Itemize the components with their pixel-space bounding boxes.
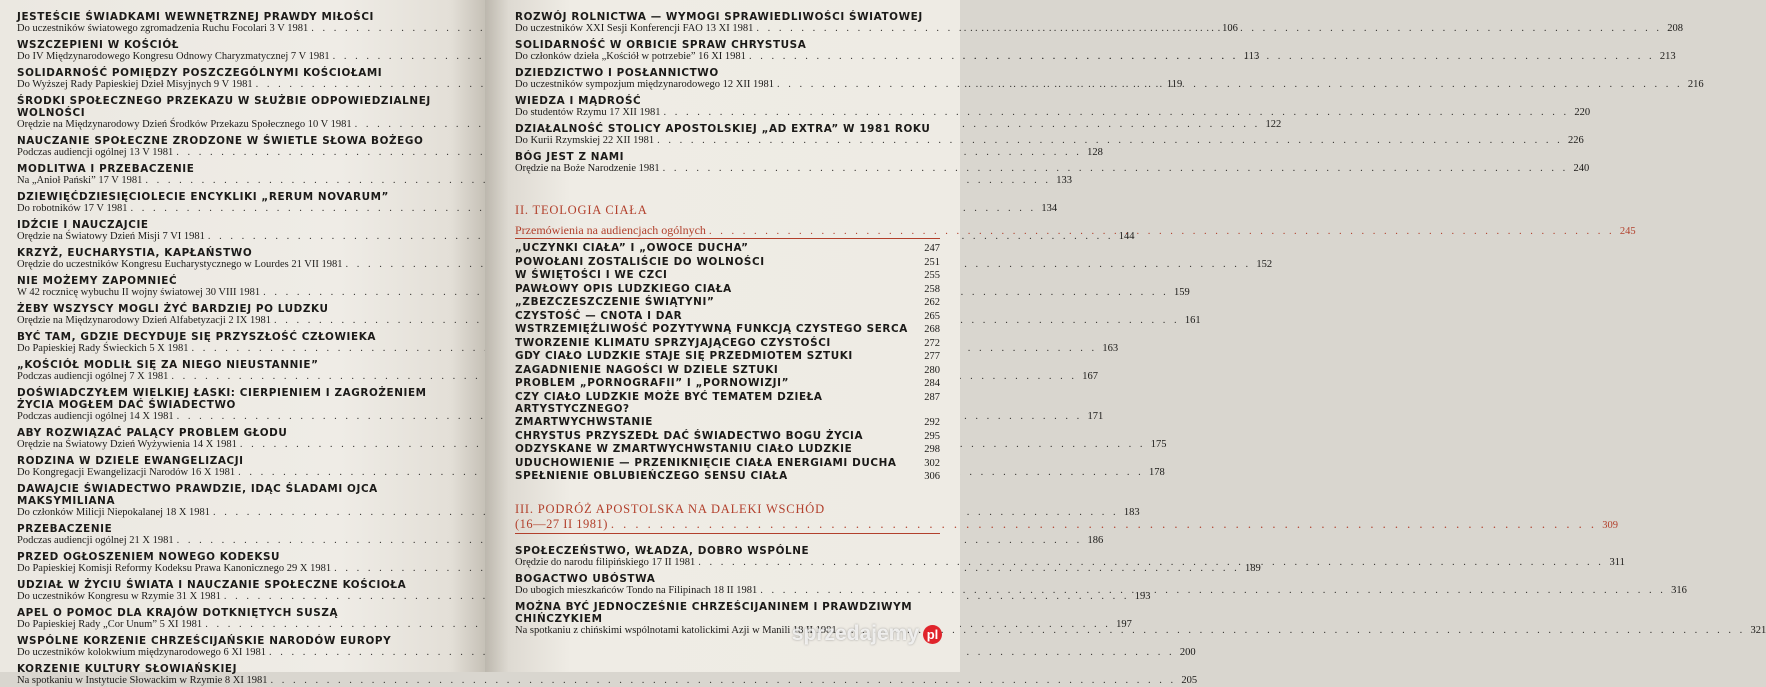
toc-entry-row bbox=[515, 364, 940, 376]
toc-entry-row bbox=[515, 310, 940, 322]
toc-entry bbox=[515, 95, 1591, 119]
page-number: 205 bbox=[1181, 675, 1198, 686]
toc-entry-title: ŚRODKI SPOŁECZNEGO PRZEKAZU W SŁUŻBIE ODPOWIEDZIALNEJ WOLNOŚCI bbox=[17, 95, 431, 119]
page-number: 171 bbox=[1087, 411, 1104, 422]
page-number: 220 bbox=[1574, 107, 1591, 118]
toc-entry-subtitle-text: Do uczestników Kongresu w Rzymie 31 X 1981 bbox=[17, 591, 221, 602]
toc-entry-subtitle-text: Podczas audiencji ogólnej 14 X 1981 bbox=[17, 411, 174, 422]
toc-entry-subtitle bbox=[17, 647, 1196, 659]
toc-entry-title: CZYSTOŚĆ — CNOTA I DAR bbox=[515, 309, 683, 322]
toc-entry-title: BÓG JEST Z NAMI bbox=[515, 151, 625, 163]
toc-entry-subtitle-text: Do członków Milicji Niepokalanej 18 X 1981 bbox=[17, 507, 211, 518]
section-dates-text: (16—27 II 1981) bbox=[515, 516, 608, 531]
toc-entry-row bbox=[515, 323, 940, 335]
page-number: 197 bbox=[1116, 619, 1132, 630]
toc-entry-title: ZMARTWYCHWSTANIE bbox=[515, 416, 653, 428]
toc-entry-subtitle-text: Do studentów Rzymu 17 XII 1981 bbox=[515, 107, 661, 118]
page-number: 306 bbox=[924, 471, 940, 482]
toc-entry-subtitle bbox=[17, 675, 1198, 687]
section-heading-podroz bbox=[515, 502, 940, 517]
page-number: 255 bbox=[924, 270, 940, 281]
toc-entry-subtitle-text: Do ubogich mieszkańców Tondo na Filipinach 18 II 1981 bbox=[515, 584, 758, 596]
toc-entry-title: ROZWÓJ ROLNICTWA — WYMOGI SPRAWIEDLIWOŚCI ŚWIATOWEJ bbox=[515, 11, 923, 23]
toc-entry bbox=[515, 350, 940, 362]
page-number: 292 bbox=[924, 417, 940, 428]
leader-dots bbox=[657, 135, 1563, 147]
toc-entry-title: PRZEBACZENIE bbox=[17, 523, 113, 535]
page-number: 240 bbox=[1573, 163, 1590, 174]
section-dates bbox=[515, 516, 1619, 533]
leader-dots bbox=[271, 675, 1177, 687]
leader-dots bbox=[663, 163, 1569, 175]
toc-entry-title: APEL O POMOC DLA KRAJÓW DOTKNIĘTYCH SUSZĄ bbox=[17, 607, 339, 619]
page-number: 251 bbox=[924, 256, 940, 268]
toc-entry-subtitle-text: Do IV Międzynarodowego Kongresu Odnowy Charyzmatycznej 7 V 1981 bbox=[17, 51, 330, 62]
toc-entry-subtitle bbox=[17, 175, 1072, 187]
toc-entry-subtitle-text: Do uczestników światowego zgromadzenia Ruchu Focolari 3 V 1981 bbox=[17, 23, 309, 34]
page-number: 134 bbox=[1041, 203, 1058, 214]
toc-entry-subtitle-text: Do członków dzieła „Kościół w potrzebie” 16 XI 1981 bbox=[515, 51, 746, 62]
toc-entry-row bbox=[515, 416, 940, 428]
toc-entry-title: ODZYSKANE W ZMARTWYCHWSTANIU CIAŁO LUDZKIE bbox=[515, 443, 853, 455]
toc-entry-subtitle-text: Podczas audiencji ogólnej 21 X 1981 bbox=[17, 535, 174, 546]
toc-entry-row bbox=[515, 430, 940, 442]
page-number: 216 bbox=[1687, 79, 1704, 90]
page-number: 287 bbox=[924, 391, 940, 403]
toc-entry bbox=[17, 635, 1196, 659]
page-number: 113 bbox=[1243, 51, 1260, 62]
toc-entry-title: „ZBEZCZESZCZENIE ŚWIĄTYNI” bbox=[515, 296, 715, 308]
toc-entry-row bbox=[515, 283, 940, 295]
page-number: 262 bbox=[924, 297, 940, 308]
toc-entry-subtitle-text: Orędzie do uczestników Kongresu Eucharystycznego w Lourdes 21 VII 1981 bbox=[17, 259, 343, 270]
toc-entry-title: WSPÓLNE KORZENIE CHRZEŚCIJAŃSKIE NARODÓW EUROPY bbox=[17, 635, 392, 647]
toc-entry bbox=[515, 283, 940, 295]
toc-entry-row bbox=[515, 470, 940, 482]
page-number: 272 bbox=[924, 337, 940, 349]
leader-dots bbox=[756, 23, 1662, 35]
page-number: 311 bbox=[1609, 556, 1625, 568]
toc-entry bbox=[515, 457, 940, 469]
toc-entry-subtitle-text: Do uczestników kolokwium międzynarodowego 6 XI 1981 bbox=[17, 647, 267, 658]
page-number: 316 bbox=[1671, 584, 1687, 596]
leader-dots bbox=[664, 107, 1570, 119]
toc-entry-title: SOLIDARNOŚĆ W ORBICIE SPRAW CHRYSTUSA bbox=[515, 39, 807, 51]
watermark-logo-icon: pl bbox=[923, 625, 942, 644]
toc-entry-title: KRZYŻ, EUCHARYSTIA, KAPŁAŃSTWO bbox=[17, 247, 253, 259]
page-number: 167 bbox=[1082, 371, 1098, 382]
toc-entry-title: CHRYSTUS PRZYSZEDŁ DAĆ ŚWIADECTWO BOGU ŻYCIA bbox=[515, 429, 864, 442]
toc-entry-row bbox=[515, 256, 940, 268]
toc-entry bbox=[515, 123, 1584, 147]
toc-entry-subtitle-text: Orędzie na Boże Narodzenie 1981 bbox=[515, 163, 660, 174]
toc-entry-title: IDŹCIE I NAUCZAJCIE bbox=[17, 219, 149, 231]
page-number: 189 bbox=[1244, 563, 1261, 574]
toc-entry-title: SPEŁNIENIE OBLUBIEŃCZEGO SENSU CIAŁA bbox=[515, 470, 788, 482]
leader-dots bbox=[698, 557, 1604, 569]
section-rule bbox=[515, 238, 940, 239]
page-number: 295 bbox=[924, 430, 940, 442]
page-number: 247 bbox=[924, 243, 940, 254]
page-number: 106 bbox=[1222, 23, 1238, 34]
toc-entry-subtitle-text: Do Papieskiej Rady Świeckich 5 X 1981 bbox=[17, 343, 189, 354]
toc-entry-title: „UCZYNKI CIAŁA” I „OWOCE DUCHA” bbox=[515, 242, 749, 254]
toc-entry bbox=[515, 269, 940, 281]
leader-dots bbox=[840, 625, 1746, 637]
toc-entry-title: DAWAJCIE ŚWIADECTWO PRAWDZIE, IDĄC ŚLADAMI OJCA MAKSYMILIANA bbox=[17, 483, 378, 507]
toc-entry-subtitle-text: Do Wyższej Rady Papieskiej Dzieł Misyjnych 9 V 1981 bbox=[17, 79, 253, 90]
toc-entry-title: RODZINA W DZIELE EWANGELIZACJI bbox=[17, 455, 244, 467]
toc-entry-title: PROBLEM „PORNOGRAFII” I „PORNOWIZJI” bbox=[515, 377, 790, 389]
toc-entry-title: BYĆ TAM, GDZIE DECYDUJE SIĘ PRZYSZŁOŚĆ CZŁOWIEKA bbox=[17, 331, 376, 343]
toc-entry-subtitle-text: Do uczestników sympozjum międzynarodowego 12 XII 1981 bbox=[515, 79, 774, 90]
toc-entry-subtitle-text: Na spotkaniu z chińskimi wspólnotami katolickimi Azji w Manili 18 II 1981 bbox=[515, 624, 837, 636]
page-number: 183 bbox=[1123, 507, 1140, 518]
page-number: 309 bbox=[1602, 519, 1619, 531]
toc-entry-title: SOLIDARNOŚĆ POMIĘDZY POSZCZEGÓLNYMI KOŚCIOŁAMI bbox=[17, 67, 383, 79]
toc-entry bbox=[515, 242, 940, 254]
section-rule bbox=[515, 533, 940, 534]
toc-entry-subtitle-text: Do Papieskiej Rady „Cor Unum” 5 XI 1981 bbox=[17, 619, 203, 630]
watermark-text: sprzedajemy bbox=[791, 622, 919, 645]
toc-entry bbox=[17, 663, 1198, 687]
page-number: 186 bbox=[1087, 535, 1104, 546]
toc-entry-subtitle-text: Orędzie na Światowy Dzień Misji 7 VI 1981 bbox=[17, 231, 205, 242]
toc-entry-title: DZIEDZICTWO I POSŁANNICTWO bbox=[515, 67, 719, 79]
leader-dots bbox=[760, 585, 1666, 597]
page-number: 302 bbox=[924, 457, 940, 469]
toc-entry-title: TWORZENIE KLIMATU SPRZYJAJĄCEGO CZYSTOŚCI bbox=[515, 336, 831, 349]
page-number: 213 bbox=[1659, 51, 1676, 62]
toc-entry-title: ŻEBY WSZYSCY MOGLI ŻYĆ BARDZIEJ PO LUDZKU bbox=[17, 303, 329, 315]
toc-entry-title: UDUCHOWIENIE — PRZENIKNIĘCIE CIAŁA ENERGIAMI DUCHA bbox=[515, 456, 897, 469]
toc-entry-subtitle-text: Orędzie na Międzynarodowy Dzień Środków Przekazu Społecznego 10 V 1981 bbox=[17, 119, 352, 130]
toc-entry-row bbox=[515, 391, 940, 415]
section2-list bbox=[515, 242, 940, 482]
watermark bbox=[792, 622, 942, 646]
page-number: 175 bbox=[1150, 439, 1167, 450]
toc-entry-title: PAWŁOWY OPIS LUDZKIEGO CIAŁA bbox=[515, 282, 732, 295]
section-heading-teologia: II. TEOLOGIA CIAŁA bbox=[515, 203, 648, 217]
toc-entry-subtitle-text: Do robotników 17 V 1981 bbox=[17, 203, 128, 214]
page-number: 321 bbox=[1750, 624, 1766, 636]
toc-entry-title: DZIEWIĘĆDZIESIĘCIOLECIE ENCYKLIKI „RERUM NOVARUM” bbox=[17, 191, 389, 203]
toc-entry-subtitle-text: Do Kurii Rzymskiej 22 XII 1981 bbox=[515, 135, 655, 146]
toc-entry-title: ABY ROZWIĄZAĆ PALĄCY PROBLEM GŁODU bbox=[17, 427, 288, 439]
page-number: 119 bbox=[1166, 79, 1183, 90]
page-number: 265 bbox=[924, 310, 940, 322]
toc-entry-title: MODLITWA I PRZEBACZENIE bbox=[17, 163, 195, 175]
toc-entry bbox=[515, 443, 940, 455]
toc-entry-subtitle-text: Na spotkaniu w Instytucie Słowackim w Rzymie 8 XI 1981 bbox=[17, 675, 268, 686]
toc-entry-row bbox=[515, 269, 940, 281]
toc-entry-title: W ŚWIĘTOŚCI I WE CZCI bbox=[515, 269, 668, 281]
toc-entry bbox=[515, 364, 940, 376]
toc-entry bbox=[515, 296, 940, 308]
toc-entry bbox=[515, 430, 940, 442]
page-number: 193 bbox=[1134, 591, 1151, 602]
toc-entry-title: GDY CIAŁO LUDZKIE STAJE SIĘ PRZEDMIOTEM SZTUKI bbox=[515, 350, 853, 362]
toc-entry bbox=[515, 416, 940, 428]
toc-entry-subtitle-text: Podczas audiencji ogólnej 13 V 1981 bbox=[17, 147, 174, 158]
page-number: 144 bbox=[1118, 231, 1135, 242]
toc-entry-title: CZY CIAŁO LUDZKIE MOŻE BYĆ TEMATEM DZIEŁA ARTYSTYCZNEGO? bbox=[515, 390, 823, 415]
toc-entry bbox=[515, 310, 940, 322]
toc-entry-title: ZAGADNIENIE NAGOŚCI W DZIELE SZTUKI bbox=[515, 363, 779, 376]
leader-dots bbox=[749, 51, 1655, 63]
toc-entry bbox=[515, 256, 940, 268]
page-number: 277 bbox=[924, 351, 940, 362]
page-number: 178 bbox=[1148, 467, 1165, 478]
toc-entry-subtitle bbox=[17, 563, 1261, 575]
toc-entry-subtitle bbox=[17, 591, 1151, 603]
section-heading-text: III. PODRÓŻ APOSTOLSKA NA DALEKI WSCHÓD bbox=[515, 501, 825, 516]
toc-entry-row bbox=[515, 377, 940, 389]
toc-entry-subtitle-text: Na „Anioł Pański” 17 V 1981 bbox=[17, 175, 143, 186]
toc-entry-row bbox=[515, 242, 940, 254]
toc-entry-row bbox=[515, 337, 940, 349]
toc-entry-row bbox=[515, 457, 940, 469]
toc-entry-title: POWOŁANI ZOSTALIŚCIE DO WOLNOŚCI bbox=[515, 255, 765, 268]
page-number: 161 bbox=[1184, 315, 1201, 326]
toc-entry-title: NIE MOŻEMY ZAPOMNIEĆ bbox=[17, 275, 178, 287]
toc-entry-title: WIEDZA I MĄDROŚĆ bbox=[515, 95, 642, 107]
page-number: 200 bbox=[1179, 647, 1196, 658]
toc-entry-title: UDZIAŁ W ŻYCIU ŚWIATA I NAUCZANIE SPOŁECZNE KOŚCIOŁA bbox=[17, 579, 407, 591]
section-sub-text: Przemówienia na audiencjach ogólnych bbox=[515, 223, 706, 237]
page-number: 152 bbox=[1256, 259, 1273, 270]
toc-entry-subtitle-text: Do Papieskiej Komisji Reformy Kodeksu Prawa Kanonicznego 29 X 1981 bbox=[17, 563, 332, 574]
page-number: 122 bbox=[1265, 119, 1282, 130]
toc-entry-subtitle-text: Orędzie na Światowy Dzień Wyżywienia 14 X 1981 bbox=[17, 439, 237, 450]
toc-entry-subtitle-text: W 42 rocznicę wybuchu II wojny światowej 30 VIII 1981 bbox=[17, 287, 261, 298]
toc-entry bbox=[515, 391, 940, 415]
page-number: 133 bbox=[1056, 175, 1072, 186]
toc-entry-title: „KOŚCIÓŁ MODLIŁ SIĘ ZA NIEGO NIEUSTANNIE” bbox=[17, 359, 319, 371]
toc-entry-subtitle-text: Do uczestników XXI Sesji Konferencji FAO 13 XI 1981 bbox=[515, 23, 754, 34]
toc-entry-title: WSZCZEPIENI W KOŚCIÓŁ bbox=[17, 39, 180, 51]
toc-entry-title: DZIAŁALNOŚĆ STOLICY APOSTOLSKIEJ „AD EXTRA” W 1981 ROKU bbox=[515, 123, 931, 135]
toc-entry-subtitle-text: Orędzie na Międzynarodowy Dzień Alfabetyzacji 2 IX 1981 bbox=[17, 315, 271, 326]
toc-entry-title: SPOŁECZEŃSTWO, WŁADZA, DOBRO WSPÓLNE bbox=[515, 544, 810, 557]
page-number: 284 bbox=[924, 378, 940, 389]
toc-entry-subtitle-text: Podczas audiencji ogólnej 7 X 1981 bbox=[17, 371, 169, 382]
toc-entry-subtitle-text: Orędzie do narodu filipińskiego 17 II 1981 bbox=[515, 556, 696, 568]
toc-entry-title: NAUCZANIE SPOŁECZNE ZRODZONE W ŚWIETLE SŁOWA BOŻEGO bbox=[17, 135, 424, 147]
page-number: 208 bbox=[1667, 23, 1683, 34]
page-number: 258 bbox=[924, 283, 940, 295]
page-number: 268 bbox=[924, 324, 940, 335]
toc-entry bbox=[515, 377, 940, 389]
toc-entry bbox=[515, 323, 940, 335]
toc-entry-subtitle bbox=[515, 107, 1591, 119]
toc-entry-subtitle-text: Do Kongregacji Ewangelizacji Narodów 16 X 1981 bbox=[17, 467, 236, 478]
page-number: 298 bbox=[924, 444, 940, 455]
toc-entry-row bbox=[515, 350, 940, 362]
page-number: 245 bbox=[1619, 226, 1636, 237]
page-number: 128 bbox=[1087, 147, 1103, 158]
leader-dots bbox=[777, 79, 1683, 91]
toc-entry-subtitle bbox=[17, 231, 1135, 243]
toc-entry bbox=[515, 337, 940, 349]
toc-entry-title: JESTEŚCIE ŚWIADKAMI WEWNĘTRZNEJ PRAWDY MIŁOŚCI bbox=[17, 11, 375, 23]
toc-entry-subtitle bbox=[515, 163, 1590, 175]
toc-entry-title: WSTRZEMIĘŹLIWOŚĆ POZYTYWNĄ FUNKCJĄ CZYSTEGO SERCA bbox=[515, 323, 908, 335]
page-number: 163 bbox=[1102, 343, 1119, 354]
toc-entry-title: MOŻNA BYĆ JEDNOCZEŚNIE CHRZEŚCIJANINEM I PRAWDZIWYM CHIŃCZYKIEM bbox=[515, 600, 913, 625]
page-number: 159 bbox=[1173, 287, 1190, 298]
toc-entry-title: BOGACTWO UBÓSTWA bbox=[515, 572, 656, 585]
toc-entry-title: PRZED OGŁOSZENIEM NOWEGO KODEKSU bbox=[17, 551, 281, 563]
toc-entry-subtitle bbox=[17, 535, 1104, 547]
page-number: 226 bbox=[1568, 135, 1584, 146]
toc-entry-subtitle bbox=[515, 135, 1584, 147]
toc-entry-row bbox=[515, 443, 940, 455]
toc-entry-title: DOŚWIADCZYŁEM WIELKIEJ ŁASKI: CIERPIENIEM I ZAGROŻENIEM ŻYCIA MOGŁEM DAĆ ŚWIADECTWO bbox=[17, 387, 427, 411]
toc-entry-row bbox=[515, 296, 940, 308]
toc-entry bbox=[515, 470, 940, 482]
page-number: 280 bbox=[924, 364, 940, 376]
toc-entry-title: KORZENIE KULTURY SŁOWIAŃSKIEJ bbox=[17, 663, 238, 675]
